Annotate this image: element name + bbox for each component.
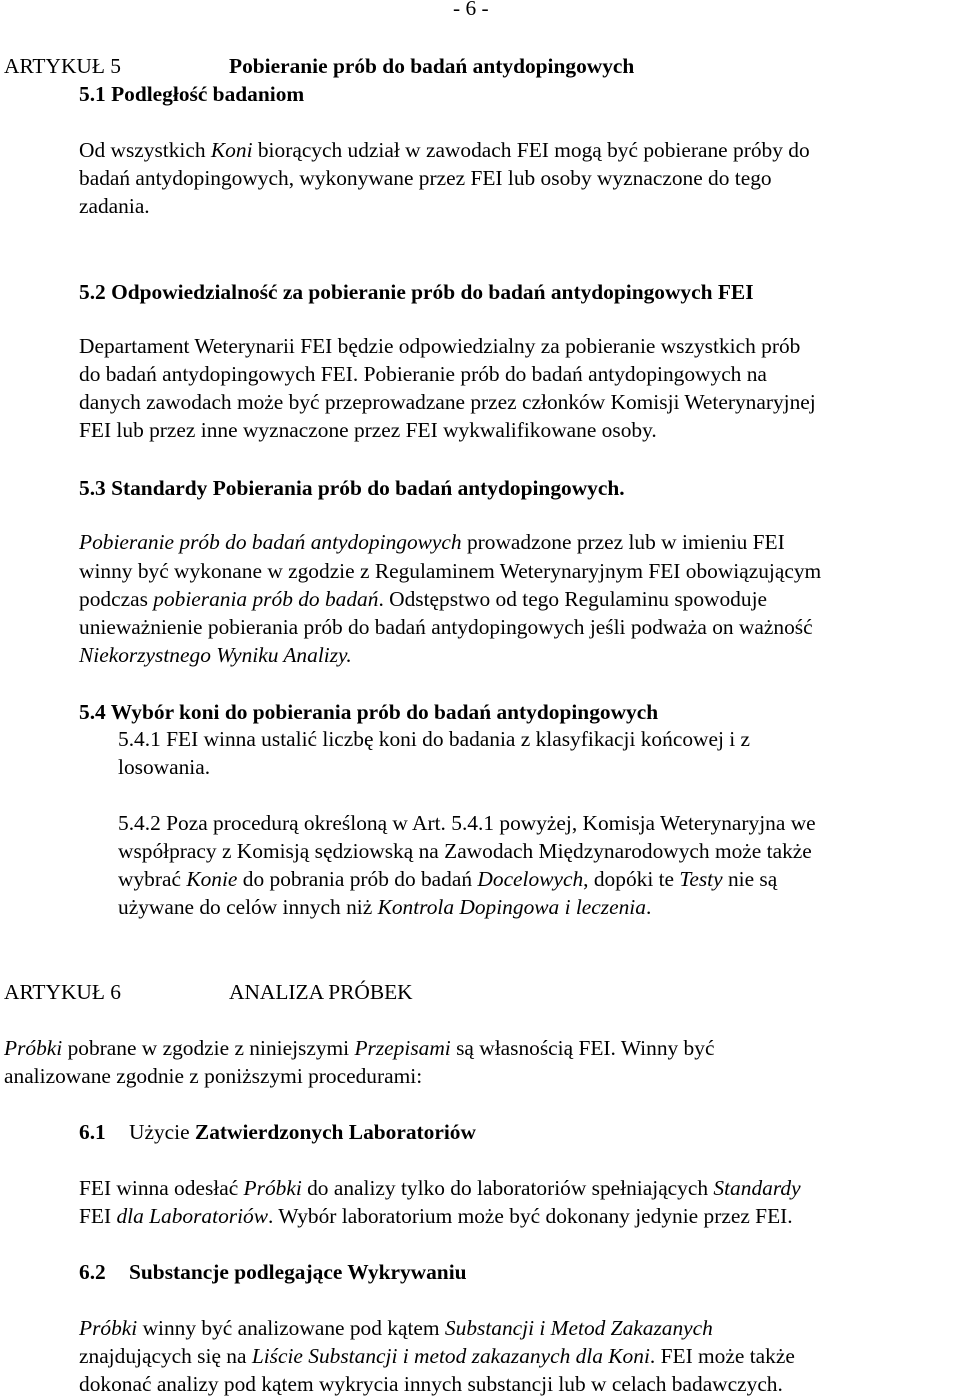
section-5-2-line-2: do badań antydopingowych FEI. Pobieranie prób do badań antydopingowych na	[79, 362, 767, 386]
section-5-2-line-1: Departament Weterynarii FEI będzie odpowiedzialny za pobieranie wszystkich prób	[79, 334, 801, 358]
section-5-3-line-4: unieważnienie pobierania prób do badań antydopingowych jeśli podważa on ważność	[79, 615, 813, 639]
text-run-italic: Testy	[679, 867, 723, 891]
section-5-3-line-5: Niekorzystnego Wyniku Analizy.	[79, 643, 352, 667]
text-run-italic: Substancji i Metod Zakazanych	[444, 1316, 713, 1340]
text-run: używane do celów innych niż	[118, 895, 378, 919]
article-6-title: ANALIZA PRÓBEK	[229, 980, 413, 1004]
section-5-2-heading: 5.2 Odpowiedzialność za pobieranie prób do badań antydopingowych FEI	[79, 280, 754, 304]
section-6-2-heading: Substancje podlegające Wykrywaniu	[129, 1260, 467, 1284]
section-6-2-number: 6.2	[79, 1260, 106, 1284]
section-5-1-heading: 5.1 Podległość badaniom	[79, 82, 305, 106]
section-5-1-line-1	[79, 140, 810, 161]
section-6-1-line-1	[79, 1178, 801, 1199]
section-5-4-2-line-4	[118, 897, 651, 918]
text-run: znajdujących się na	[79, 1344, 252, 1368]
section-5-3-heading: 5.3 Standardy Pobierania prób do badań antydopingowych.	[79, 476, 625, 500]
text-run-italic: pobierania prób do badań	[153, 587, 379, 611]
text-run-italic: Kontrola Dopingowa i leczenia	[377, 895, 646, 919]
article-6-intro-line-1	[4, 1038, 714, 1059]
section-6-1-heading	[129, 1122, 476, 1143]
text-run: winny być analizowane pod kątem	[137, 1316, 445, 1340]
text-run: Od wszystkich	[79, 138, 211, 162]
text-run: . Odstępstwo od tego Regulaminu spowoduje	[378, 587, 768, 611]
text-run: Użycie	[129, 1120, 195, 1144]
text-run: FEI winna odesłać	[79, 1176, 244, 1200]
text-run-italic: Pobieranie prób do badań antydopingowych	[79, 530, 462, 554]
text-run: wybrać	[118, 867, 187, 891]
section-5-2-line-4: FEI lub przez inne wyznaczone przez FEI wykwalifikowane osoby.	[79, 418, 657, 442]
text-run-italic: Koni	[210, 138, 253, 162]
article-6-intro-line-2: analizowane zgodnie z poniższymi procedurami:	[4, 1064, 423, 1088]
section-5-1-line-3: zadania.	[79, 194, 150, 218]
section-6-1-line-2	[79, 1206, 793, 1227]
article-5-label: ARTYKUŁ 5	[4, 54, 121, 78]
section-6-1-number: 6.1	[79, 1120, 106, 1144]
section-5-4-2-line-3	[118, 869, 777, 890]
text-run: pobrane w zgodzie z niniejszymi	[62, 1036, 355, 1060]
text-run: są własnością FEI. Winny być	[450, 1036, 715, 1060]
section-5-4-2-line-2: współpracy z Komisją sędziowską na Zawodach Międzynarodowych może także	[118, 839, 812, 863]
text-run: do pobrania prób do badań	[237, 867, 478, 891]
section-5-2-line-3: danych zawodach może być przeprowadzane przez członków Komisji Weterynaryjnej	[79, 390, 816, 414]
section-5-4-1-line-1: 5.4.1 FEI winna ustalić liczbę koni do badania z klasyfikacji końcowej i z	[118, 727, 751, 751]
text-run-italic: Standardy	[713, 1176, 801, 1200]
text-run: biorących udział w zawodach FEI mogą być pobierane próby do	[252, 138, 810, 162]
text-run: . FEI może także	[649, 1344, 795, 1368]
section-6-2-line-3: dokonać analizy pod kątem wykrycia innych substancji lub w celach badawczych.	[79, 1372, 783, 1396]
text-run-italic: Próbki	[79, 1316, 138, 1340]
page-number: - 6 -	[453, 0, 489, 20]
text-run: .	[645, 895, 652, 919]
text-run-italic: Konie	[186, 867, 238, 891]
text-run: nie są	[722, 867, 778, 891]
text-run-italic: Próbki	[4, 1036, 63, 1060]
text-run: do analizy tylko do laboratoriów spełniających	[301, 1176, 714, 1200]
section-6-2-line-1	[79, 1318, 713, 1339]
text-run-italic: Próbki	[243, 1176, 302, 1200]
text-run-italic: Przepisami	[354, 1036, 451, 1060]
text-run: FEI	[79, 1204, 117, 1228]
section-5-4-2-line-1: 5.4.2 Poza procedurą określoną w Art. 5.4.1 powyżej, Komisja Weterynaryjna we	[118, 811, 816, 835]
section-5-4-heading: 5.4 Wybór koni do pobierania prób do badań antydopingowych	[79, 700, 659, 724]
section-5-3-line-2: winny być wykonane w zgodzie z Regulaminem Weterynaryjnym FEI obowiązującym	[79, 559, 822, 583]
text-run-italic: Liście Substancji i metod zakazanych dla Koni	[251, 1344, 650, 1368]
text-run: podczas	[79, 587, 154, 611]
text-run: prowadzone przez lub w imieniu FEI	[461, 530, 785, 554]
article-5-title: Pobieranie prób do badań antydopingowych	[229, 54, 635, 78]
text-run: , dopóki te	[583, 867, 680, 891]
text-run-italic: Docelowych	[477, 867, 584, 891]
section-5-4-1-line-2: losowania.	[118, 755, 211, 779]
section-5-3-line-1	[79, 532, 785, 553]
section-5-3-line-3	[79, 589, 767, 610]
text-run: . Wybór laboratorium może być dokonany jedynie przez FEI.	[268, 1204, 793, 1228]
text-run-italic: dla Laboratoriów	[116, 1204, 268, 1228]
text-run-bold: Zatwierdzonych Laboratoriów	[194, 1120, 476, 1144]
section-6-2-line-2	[79, 1346, 795, 1367]
section-5-1-line-2: badań antydopingowych, wykonywane przez FEI lub osoby wyznaczone do tego	[79, 166, 772, 190]
article-6-label: ARTYKUŁ 6	[4, 980, 121, 1004]
